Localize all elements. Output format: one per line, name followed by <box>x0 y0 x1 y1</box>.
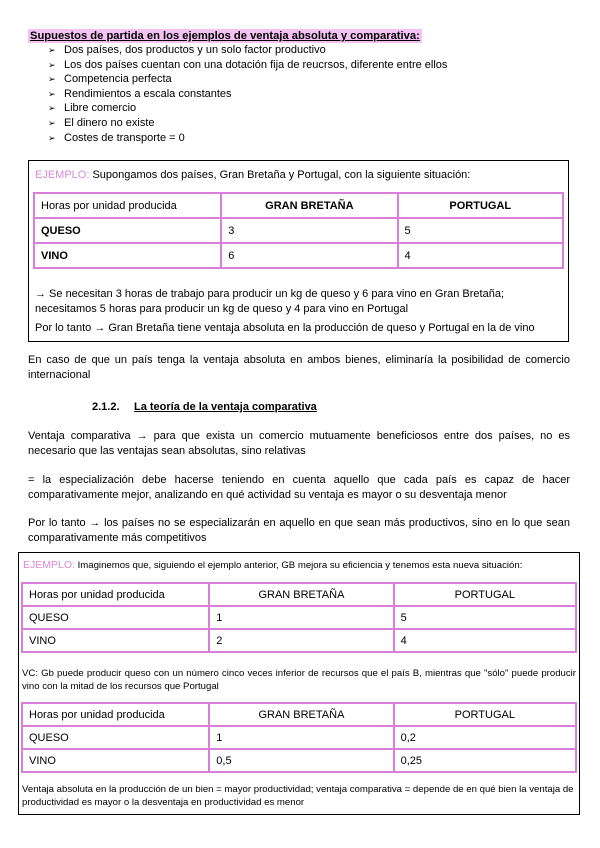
list-item: ➢ Competencia perfecta <box>48 73 172 86</box>
table-header-cell: Horas por unidad producida <box>22 703 209 726</box>
table-cell: 3 <box>221 218 397 243</box>
section-heading <box>92 401 317 413</box>
table-cell: 5 <box>398 218 563 243</box>
table-header-cell: GRAN BRETAÑA <box>209 583 393 606</box>
table-header-cell: Horas por unidad producida <box>34 193 221 218</box>
final-summary: Ventaja absoluta en la producción de un bien = mayor productividad; ventaja comparativa = depende de en qué bien la ventaja de productividad es mayor o la desventaja en productividad es menor <box>22 784 574 808</box>
table-cell: 0,2 <box>394 726 576 749</box>
table-cell: 1 <box>209 606 393 629</box>
table-row <box>22 726 576 749</box>
arrow-bullet-icon: ➢ <box>48 103 56 114</box>
table-row <box>22 629 576 652</box>
example-intro: EJEMPLO: Imaginemos que, siguiendo el ejemplo anterior, GB mejora su eficiencia y tenemos esta nueva situación: <box>23 559 523 571</box>
table-cell: 0,5 <box>209 749 393 772</box>
section-title: La teoría de la ventaja comparativa <box>134 401 317 413</box>
table-header-cell: Horas por unidad producida <box>22 583 209 606</box>
table-cell: 6 <box>221 243 397 268</box>
table-cell: 0,25 <box>394 749 576 772</box>
list-item: ➢ Libre comercio <box>48 102 137 115</box>
table-row-label: VINO <box>34 243 221 268</box>
list-item: ➢ Costes de transporte = 0 <box>48 131 185 144</box>
arrow-bullet-icon: ➢ <box>48 59 56 70</box>
section-number: 2.1.2. <box>92 401 120 413</box>
table-row <box>34 243 563 268</box>
list-item: ➢ Rendimientos a escala constantes <box>48 87 232 100</box>
table-row-label: VINO <box>22 749 209 772</box>
table-row-label: VINO <box>22 629 209 652</box>
table-row-label: QUESO <box>22 606 209 629</box>
example-intro: EJEMPLO: Supongamos dos países, Gran Bretaña y Portugal, con la siguiente situación: <box>35 169 471 181</box>
table-row <box>22 606 576 629</box>
table-row-label: QUESO <box>34 218 221 243</box>
list-item: ➢ El dinero no existe <box>48 116 155 129</box>
paragraph-specialization: = la especialización debe hacerse teniendo en cuenta aquello que cada país es capaz de hacer comparativamente mejor, analizando en qué actividad su ventaja es mayor o su desventaja menor <box>28 474 570 501</box>
table-row <box>34 218 563 243</box>
relative-hours-table <box>21 702 577 773</box>
table-cell: 1 <box>209 726 393 749</box>
example-note: → Se necesitan 3 horas de trabajo para producir un kg de queso y 6 para vino en Gran Bretaña; necesitamos 5 horas para producir un kg de queso y 4 para vino en Portugal <box>35 288 505 315</box>
paragraph-conclusion: Por lo tanto → los países no se especializarán en aquello en que sean más productivos, sino en lo que sean comparativamente más competitivos <box>28 517 570 544</box>
table-header-cell: PORTUGAL <box>394 583 576 606</box>
table-header-cell: PORTUGAL <box>394 703 576 726</box>
table-header-cell: GRAN BRETAÑA <box>209 703 393 726</box>
arrow-bullet-icon: ➢ <box>48 45 56 55</box>
table-row <box>22 749 576 772</box>
list-item: ➢ Los dos países cuentan con una dotación fija de reucrsos, diferente entre ellos <box>48 58 448 71</box>
example-box-comparative <box>18 552 580 815</box>
hours-table-improved <box>21 582 577 653</box>
arrow-bullet-icon: ➢ <box>48 74 56 85</box>
table-cell: 5 <box>394 606 576 629</box>
table-row-label: QUESO <box>22 726 209 749</box>
table-header-cell: PORTUGAL <box>398 193 563 218</box>
table-cell: 4 <box>398 243 563 268</box>
arrow-bullet-icon: ➢ <box>48 117 56 128</box>
example-box-absolute <box>28 160 569 342</box>
example-label: EJEMPLO: <box>23 559 75 571</box>
example-label: EJEMPLO: <box>35 169 90 181</box>
arrow-bullet-icon: ➢ <box>48 132 56 143</box>
table-header-row <box>22 703 576 726</box>
table-header-cell: GRAN BRETAÑA <box>221 193 397 218</box>
table-header-row <box>34 193 563 218</box>
arrow-bullet-icon: ➢ <box>48 88 56 99</box>
list-item: ➢ Dos países, dos productos y un solo factor productivo <box>48 44 326 56</box>
table-header-row <box>22 583 576 606</box>
table-cell: 2 <box>209 629 393 652</box>
assumptions-heading: Supuestos de partida en los ejemplos de ventaja absoluta y comparativa: <box>30 30 420 42</box>
hours-table <box>33 192 564 269</box>
assumptions-list <box>48 43 447 145</box>
table-cell: 4 <box>394 629 576 652</box>
paragraph-both-goods: En caso de que un país tenga la ventaja absoluta en ambos bienes, eliminaría la posibilidad de comercio internacional <box>28 354 570 381</box>
example-conclusion: Por lo tanto → Gran Bretaña tiene ventaja absoluta en la producción de queso y Portugal en la de vino <box>35 322 535 334</box>
comparative-explanation: VC: Gb puede producir queso con un número cinco veces inferior de recursos que el país B, mientras que "sólo" puede producir vino con la mitad de los recursos que Portugal <box>22 668 576 692</box>
paragraph-definition: Ventaja comparativa → para que exista un comercio mutuamente beneficiosos entre dos países, no es necesario que las ventajas sean absolutas, sino relativas <box>28 430 570 457</box>
